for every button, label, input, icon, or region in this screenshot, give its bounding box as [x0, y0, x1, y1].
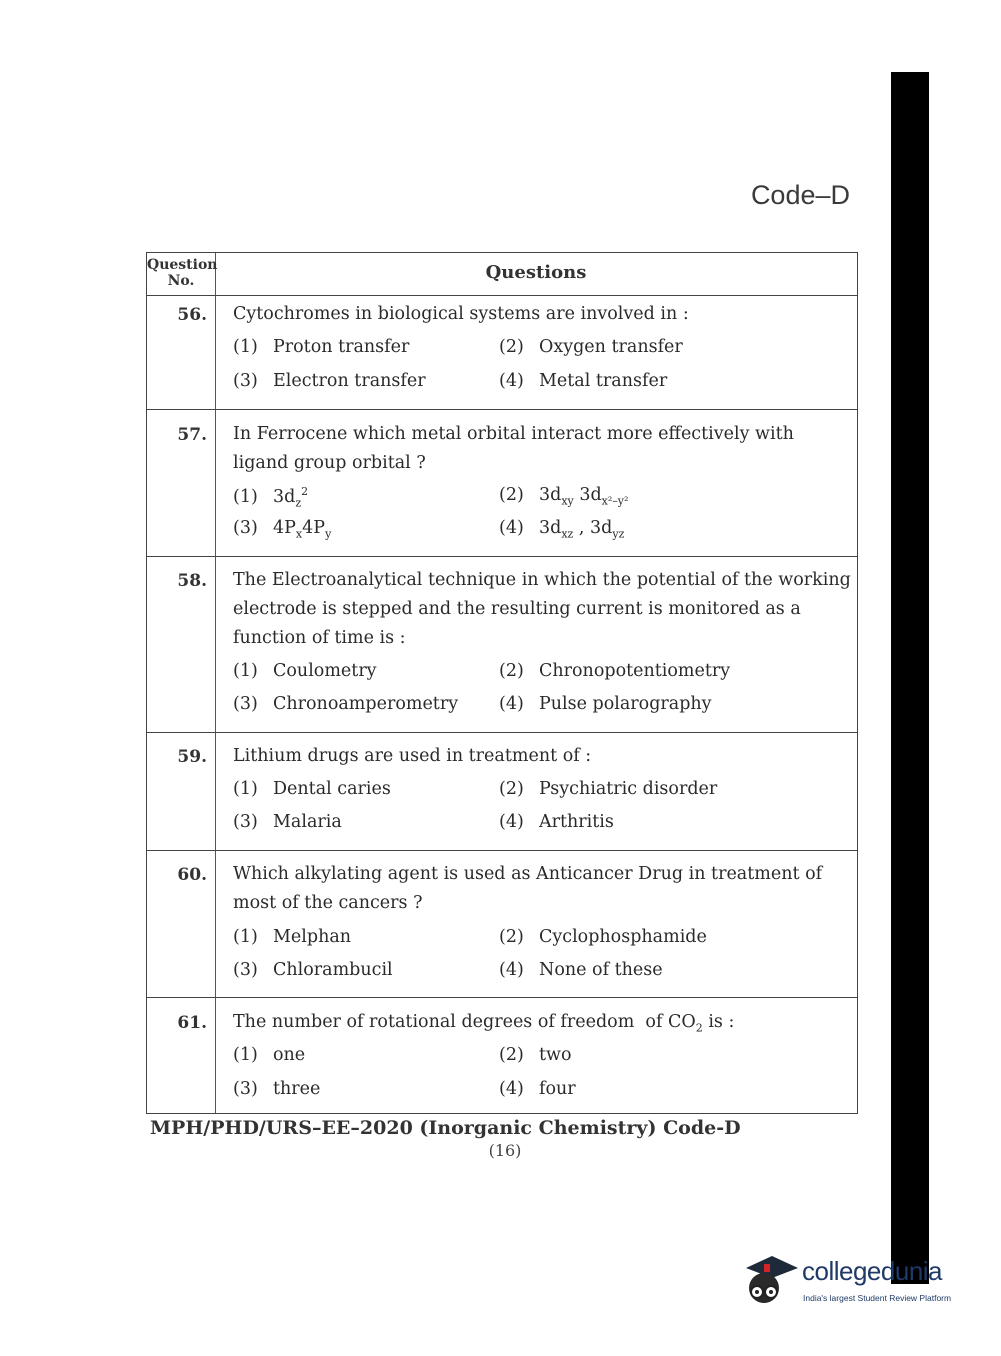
question-row-56 [147, 295, 857, 410]
option-1 [233, 927, 351, 947]
question-text: Cytochromes in biological systems are involved in : [233, 304, 689, 324]
exam-footer: MPH/PHD/URS–EE–2020 (Inorganic Chemistry) Code-D [150, 1117, 741, 1139]
graduate-mascot-icon [742, 1250, 802, 1312]
logo-tagline: India's largest Student Review Platform [803, 1293, 952, 1303]
option-number: (2) [499, 337, 524, 357]
table-header [147, 253, 857, 296]
option-text: Proton transfer [273, 337, 410, 357]
option-text: Pulse polarography [539, 694, 712, 714]
page-number: (16) [488, 1141, 522, 1160]
logo-wordmark: collegedunia [802, 1256, 943, 1286]
option-3 [233, 1079, 320, 1099]
question-row-61 [147, 997, 857, 1113]
option-number: (1) [233, 779, 258, 799]
question-row-58 [147, 556, 857, 733]
option-text: $3d_{xy}$ $3d_{x^2-y^2}$ [539, 485, 629, 508]
collegedunia-logo [742, 1250, 972, 1312]
option-number: (4) [499, 518, 524, 538]
option-text: Metal transfer [539, 371, 668, 391]
option-2 [499, 337, 683, 357]
option-4 [499, 371, 667, 391]
option-number: (1) [233, 1045, 258, 1065]
option-number: (3) [233, 812, 258, 832]
option-number: (4) [499, 1079, 524, 1099]
option-text: Arthritis [539, 812, 614, 832]
question-text: Lithium drugs are used in treatment of : [233, 746, 592, 766]
option-1 [233, 485, 308, 509]
option-number: (3) [233, 960, 258, 980]
option-3 [233, 371, 426, 391]
option-3 [233, 812, 342, 832]
header-question-no: Question No. [147, 257, 218, 289]
option-text: Electron transfer [273, 371, 426, 391]
paper-code: Code–D [750, 180, 850, 210]
option-number: (4) [499, 371, 524, 391]
option-text: three [273, 1079, 321, 1099]
option-number: (4) [499, 812, 524, 832]
question-row-57 [147, 409, 857, 557]
option-number: (3) [233, 1079, 258, 1099]
option-text: Dental caries [273, 779, 391, 799]
question-text: The number of rotational degrees of freedom of $CO_2$ is : [233, 1012, 735, 1035]
scan-edge-bar [891, 72, 929, 1284]
option-number: (3) [233, 694, 258, 714]
option-number: (2) [499, 485, 524, 505]
question-number: 59. [177, 747, 207, 767]
question-number: 60. [177, 865, 207, 885]
option-4 [499, 518, 624, 541]
option-3 [233, 518, 331, 541]
option-4 [499, 1079, 576, 1099]
option-text: Psychiatric disorder [539, 779, 718, 799]
option-text: Chlorambucil [273, 960, 393, 980]
question-text: The Electroanalytical technique in which the potential of the working electrode is stepped and the resulting current is monitored as a function of time is : [233, 570, 851, 648]
question-number: 57. [177, 425, 207, 445]
option-text: one [273, 1045, 306, 1065]
option-text: Melphan [273, 927, 352, 947]
option-text: four [539, 1079, 576, 1099]
option-number: (3) [233, 371, 258, 391]
option-1 [233, 779, 391, 799]
question-text: Which alkylating agent is used as Anticancer Drug in treatment of most of the cancers ? [233, 864, 823, 913]
option-number: (2) [499, 927, 524, 947]
question-number: 58. [177, 571, 207, 591]
option-text: Cyclophosphamide [539, 927, 707, 947]
question-number: 61. [177, 1013, 207, 1033]
option-text: Chronopotentiometry [539, 661, 731, 681]
option-text: two [539, 1045, 572, 1065]
option-text: $3d_{xz}$ , $3d_{yz}$ [539, 518, 625, 541]
header-questions: Questions [485, 262, 587, 283]
option-3 [233, 694, 458, 714]
option-text: $4P_x4P_y$ [273, 518, 332, 541]
question-text: In Ferrocene which metal orbital interact more effectively with ligand group orbital ? [233, 424, 794, 473]
option-number: (2) [499, 1045, 524, 1065]
option-text: None of these [539, 960, 663, 980]
option-text: Oxygen transfer [539, 337, 683, 357]
option-4 [499, 960, 663, 980]
option-number: (1) [233, 337, 258, 357]
option-number: (1) [233, 661, 258, 681]
question-row-60 [147, 850, 857, 998]
option-2 [499, 927, 707, 947]
option-1 [233, 661, 377, 681]
question-table [146, 252, 858, 1114]
option-number: (4) [499, 694, 524, 714]
option-number: (1) [233, 927, 258, 947]
option-4 [499, 812, 614, 832]
option-1 [233, 1045, 305, 1065]
option-text: $3d_z^2$ [273, 485, 309, 510]
option-2 [499, 661, 730, 681]
option-2 [499, 1045, 572, 1065]
option-text: Chronoamperometry [273, 694, 459, 714]
option-2 [499, 485, 628, 508]
question-row-59 [147, 732, 857, 851]
option-number: (3) [233, 518, 258, 538]
option-text: Coulometry [273, 661, 377, 681]
option-number: (2) [499, 661, 524, 681]
option-number: (1) [233, 486, 258, 507]
question-number: 56. [177, 305, 207, 325]
option-number: (2) [499, 779, 524, 799]
option-text: Malaria [273, 812, 342, 832]
option-3 [233, 960, 393, 980]
option-1 [233, 337, 409, 357]
option-4 [499, 694, 712, 714]
option-number: (4) [499, 960, 524, 980]
option-2 [499, 779, 717, 799]
